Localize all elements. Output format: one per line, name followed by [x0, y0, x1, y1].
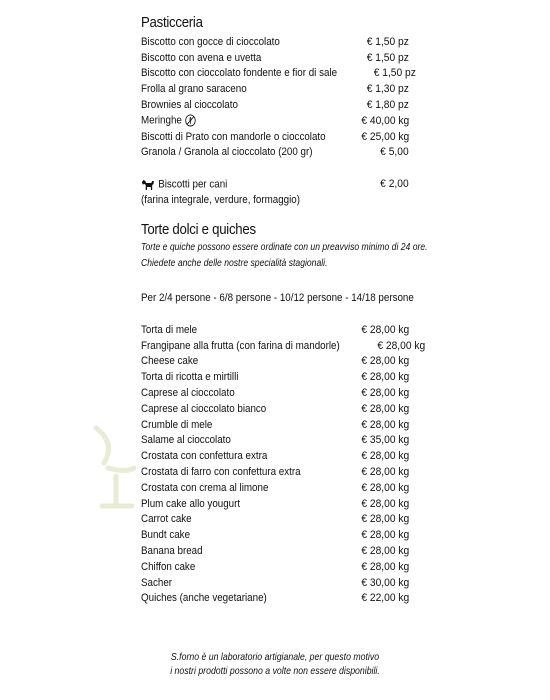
item-price: € 1,50 pz [373, 67, 416, 80]
item-price: € 28,00 kg [361, 387, 409, 400]
item-name: Torta di mele [141, 323, 198, 336]
menu-item [141, 417, 409, 433]
item-name: Caprese al cioccolato bianco [141, 402, 267, 415]
menu-item [141, 464, 409, 480]
menu-item [141, 512, 409, 528]
item-price: € 28,00 kg [361, 529, 409, 542]
item-name: Plum cake allo yougurt [141, 497, 241, 510]
menu-item [141, 322, 409, 338]
item-name: Crostata con crema al limone [141, 481, 269, 494]
menu-item [141, 338, 426, 354]
item-name: Torta di ricotta e mirtilli [141, 371, 239, 384]
item-price: € 28,00 kg [361, 545, 409, 558]
item-price: € 28,00 kg [361, 560, 409, 573]
menu-item [141, 401, 409, 417]
menu-item [141, 496, 409, 512]
item-price: € 28,00 kg [361, 371, 409, 384]
menu-item [141, 66, 416, 82]
item-name: Biscotti per cani [141, 178, 227, 191]
item-name: Biscotto con gocce di cioccolato [141, 35, 280, 48]
item-price: € 40,00 kg [361, 114, 409, 127]
menu-item [141, 543, 409, 559]
item-detail: (farina integrale, verdure, formaggio) [141, 194, 300, 207]
item-price: € 28,00 kg [361, 481, 409, 494]
menu-item [141, 433, 409, 449]
item-name: Bundt cake [141, 529, 191, 542]
item-price: € 28,00 kg [361, 402, 409, 415]
menu-item [141, 81, 409, 97]
note-line: Torte e quiche possono essere ordinate con un preavviso minimo di 24 ore. [141, 242, 428, 253]
item-price: € 22,00 kg [361, 592, 409, 605]
menu-item [141, 448, 409, 464]
item-price: € 28,00 kg [361, 513, 409, 526]
item-name: Crostata con confettura extra [141, 450, 268, 463]
item-price: € 25,00 kg [361, 130, 409, 143]
menu-item [141, 354, 409, 370]
item-price: € 28,00 kg [361, 450, 409, 463]
note-line: Chiedete anche delle nostre specialità stagionali. [141, 257, 328, 269]
menu-item [141, 97, 409, 113]
item-name: Caprese al cioccolato [141, 387, 235, 400]
decorative-cup-watermark [86, 418, 146, 518]
dog-icon [141, 178, 155, 191]
item-name: Frolla al grano saraceno [141, 83, 247, 96]
item-price: € 30,00 kg [361, 576, 409, 589]
pasticceria-list [141, 34, 416, 160]
item-name: Carrot cake [141, 513, 192, 526]
torte-section [141, 221, 428, 606]
dog-biscuit-block [141, 176, 409, 208]
footer-line: i nostri prodotti possono a volte non essere disponibili. [170, 666, 380, 677]
menu-item [141, 527, 409, 543]
item-price: € 1,50 pz [366, 35, 409, 48]
menu-item [141, 50, 409, 66]
item-price: € 1,80 pz [366, 99, 409, 112]
item-name: Sacher [141, 576, 173, 589]
item-name: Cheese cake [141, 355, 199, 368]
menu-item [141, 480, 409, 496]
item-name: Crostata di farro con confettura extra [141, 466, 301, 479]
item-price: € 1,50 pz [366, 51, 409, 64]
menu-item [141, 369, 409, 385]
menu-item [141, 113, 409, 129]
footer-line: S.forno è un laboratorio artigianale, per questo motivo [170, 652, 380, 663]
item-price: € 28,00 kg [361, 466, 409, 479]
item-name: Frangipane alla frutta (con farina di mandorle) [141, 339, 340, 352]
menu-item [141, 591, 409, 607]
item-name: Quiches (anche vegetariane) [141, 592, 267, 605]
item-name: Brownies al cioccolato [141, 99, 238, 112]
menu-item [141, 559, 409, 575]
menu-item [141, 145, 409, 161]
item-price: € 28,00 kg [377, 339, 426, 352]
item-name: Banana bread [141, 545, 203, 558]
torte-note [141, 240, 428, 271]
gluten-free-icon [184, 114, 195, 127]
item-price: € 1,30 pz [366, 83, 409, 96]
menu-item [141, 34, 409, 50]
torte-list [141, 322, 426, 606]
item-price: € 28,00 kg [361, 418, 409, 431]
item-price: € 28,00 kg [361, 497, 409, 510]
menu-item [141, 129, 409, 145]
menu-item [141, 575, 409, 591]
portion-sizes: Per 2/4 persone - 6/8 persone - 10/12 persone - 14/18 persone [141, 292, 414, 304]
item-name: Chiffon cake [141, 560, 196, 573]
item-name: Salame al cioccolato [141, 434, 231, 447]
item-price: € 28,00 kg [361, 323, 409, 336]
item-price: € 5,00 [380, 146, 409, 159]
item-price: € 35,00 kg [361, 434, 409, 447]
item-name: Granola / Granola al cioccolato (200 gr) [141, 146, 313, 159]
section-title: Pasticceria [141, 14, 203, 31]
item-price: € 28,00 kg [361, 355, 409, 368]
item-name: Biscotti di Prato con mandorle o cioccolato [141, 130, 326, 143]
section-title: Torte dolci e quiches [141, 221, 256, 238]
item-name: Biscotto con avena e uvetta [141, 51, 262, 64]
footer-note [0, 651, 550, 679]
item-name: Crumble di mele [141, 418, 213, 431]
pasticceria-section [141, 14, 416, 208]
menu-item [141, 176, 409, 192]
menu-item [141, 385, 409, 401]
item-name: Meringhe [141, 114, 196, 127]
item-price: € 2,00 [380, 178, 409, 191]
item-name: Biscotto con cioccolato fondente e fior di sale [141, 67, 338, 80]
